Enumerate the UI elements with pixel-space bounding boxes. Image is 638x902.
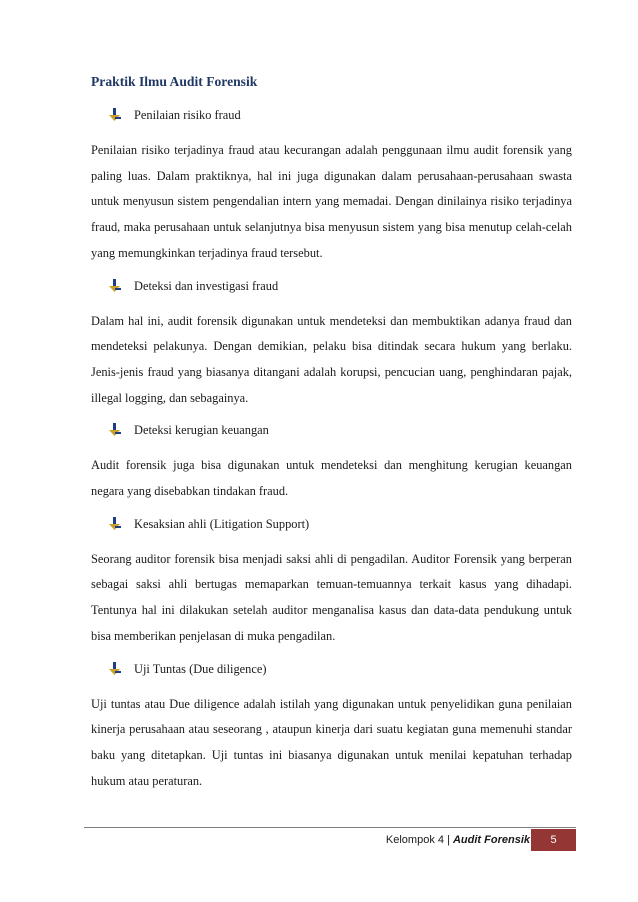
section-paragraph-2: Dalam hal ini, audit forensik digunakan untuk mendeteksi dan membuktikan adanya fraud dan mendeteksi pelakunya. Dengan demikian, pelaku bisa ditindak secara hukum yang berlaku. Jenis-jenis fraud yang biasanya ditangani adalah korupsi, pencucian uang, penghindaran pajak, illegal logging, dan sebagainya. xyxy=(91,313,572,405)
down-right-arrow-icon xyxy=(109,279,121,293)
bullet-heading-2 xyxy=(109,277,572,295)
bullet-heading-text: Kesaksian ahli (Litigation Support) xyxy=(134,516,310,531)
section-paragraph-1: Penilaian risiko terjadinya fraud atau kecurangan adalah penggunaan ilmu audit forensik yang paling luas. Dalam praktiknya, hal ini juga digunakan dalam perusahaan-perusahaan swasta untuk menyusun sistem pengendalian intern yang memadai. Dengan dinilainya risiko terjadinya fraud, maka perusahaan untuk selanjutnya bisa menyusun sistem yang bisa menutup celah-celah yang memungkinkan terjadinya fraud tersebut. xyxy=(91,143,572,260)
down-right-arrow-icon xyxy=(109,423,121,437)
down-right-arrow-icon xyxy=(109,108,121,122)
down-right-arrow-icon xyxy=(109,517,121,531)
page-number: 5 xyxy=(550,834,557,846)
page-number-badge xyxy=(531,829,576,851)
footer-caption xyxy=(386,832,530,848)
bullet-heading-3 xyxy=(109,421,572,439)
footer-group: Kelompok 4 xyxy=(385,834,444,846)
section-paragraph-5: Uji tuntas atau Due diligence adalah istilah yang digunakan untuk penyelidikan guna penilaian kinerja perusahaan atau seseorang , ataupun kinerja dari suatu kegiatan guna memenuhi standar baku yang ditetapkan. Uji tuntas ini biasanya digunakan untuk menilai kepatuhan terhadap hukum atau peraturan. xyxy=(91,696,572,788)
bullet-heading-5 xyxy=(109,660,572,678)
bullet-heading-text: Deteksi dan investigasi fraud xyxy=(134,278,279,293)
section-paragraph-4: Seorang auditor forensik bisa menjadi saksi ahli di pengadilan. Auditor Forensik yang berperan sebagai saksi ahli bertugas memaparkan temuan-temuannya terkait kasus yang dihadapi. Tentunya hal ini dilakukan setelah auditor menganalisa kasus dan data-data pendukung untuk bisa memberikan penjelasan di muka pengadilan. xyxy=(91,551,572,643)
footer-topic: Audit Forensik xyxy=(452,834,530,846)
section-title: Praktik Ilmu Audit Forensik xyxy=(91,74,258,89)
section-paragraph-3: Audit forensik juga bisa digunakan untuk mendeteksi dan menghitung kerugian keuangan negara yang disebabkan tindakan fraud. xyxy=(91,458,572,499)
bullet-heading-1 xyxy=(109,106,572,124)
bullet-heading-text: Uji Tuntas (Due diligence) xyxy=(134,661,267,676)
page-content xyxy=(91,72,572,804)
bullet-heading-text: Penilaian risiko fraud xyxy=(134,108,241,122)
down-right-arrow-icon xyxy=(109,662,121,676)
footer-separator: | xyxy=(447,834,450,846)
bullet-heading-text: Deteksi kerugian keuangan xyxy=(134,423,269,438)
footer-divider xyxy=(84,827,576,828)
bullet-heading-4 xyxy=(109,515,572,533)
